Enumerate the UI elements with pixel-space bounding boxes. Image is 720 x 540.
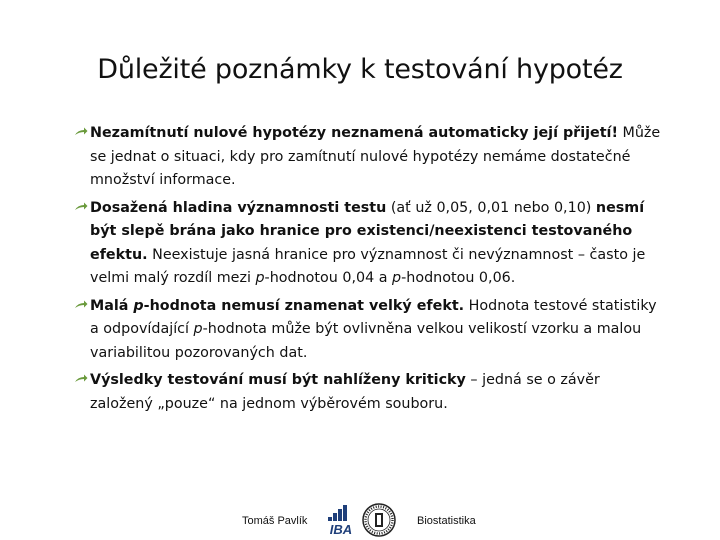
bullet-item [74,295,664,366]
iba-logo-text: IBA [329,522,353,536]
arrow-bullet-icon [74,127,88,137]
bullet-text-segment: -hodnota nemusí znamenat velký efekt. [143,297,465,314]
bullet-item [74,197,664,291]
bullet-text-segment: (ať už 0,05, 0,01 nebo 0,10) [386,199,596,216]
bullet-text-segment: p [133,297,144,314]
footer-course: Biostatistika [417,515,476,527]
bullet-text-segment: Nezamítnutí nulové hypotézy neznamená automaticky její přijetí! [90,125,618,141]
bullet-text-segment: nesmí být slepě brána jako hranice pro existenci/neexistenci testovaného efektu. [90,199,645,263]
bullet-list [74,122,664,420]
bullet-text-segment: Dosažená hladina významnosti testu [90,199,387,216]
bullet-text-segment: -hodnota může být ovlivněna velkou velikostí vzorku a malou variabilitou pozorovaných dat. [90,321,642,361]
bullet-item [74,369,664,416]
arrow-bullet-icon [74,300,88,310]
bullet-text-segment: – jedná se o závěr založený „pouze“ na jednom výběrovém souboru. [90,372,600,412]
slide-title: Důležité poznámky k testování hypotéz [97,54,623,86]
bullet-text-segment: p [392,270,402,286]
university-seal-icon [362,503,396,537]
bullet-text-segment: Může se jednat o situaci, kdy pro zamítnutí nulové hypotézy nemáme dostatečné množství informace. [90,125,661,188]
arrow-bullet-icon [74,374,88,384]
bullet-text-segment: Výsledky testování musí být nahlíženy kriticky [90,372,466,388]
bullet-text-segment: -hodnotou 0,04 a [264,270,393,286]
iba-logo [326,504,356,536]
bullet-item [74,122,664,193]
bullet-text-segment: Hodnota testové statistiky a odpovídající [90,297,657,337]
bullet-text-segment: -hodnotou 0,06. [401,270,516,286]
bullet-text-segment: Malá [90,297,134,314]
bullet-text-segment: p [255,270,265,286]
arrow-bullet-icon [74,202,88,212]
bullet-text-segment: Neexistuje jasná hranice pro významnost či nevýznamnost – často je velmi malý rozdíl mezi [90,246,646,286]
footer-author: Tomáš Pavlík [242,515,308,527]
bullet-text-segment: p [193,321,203,337]
